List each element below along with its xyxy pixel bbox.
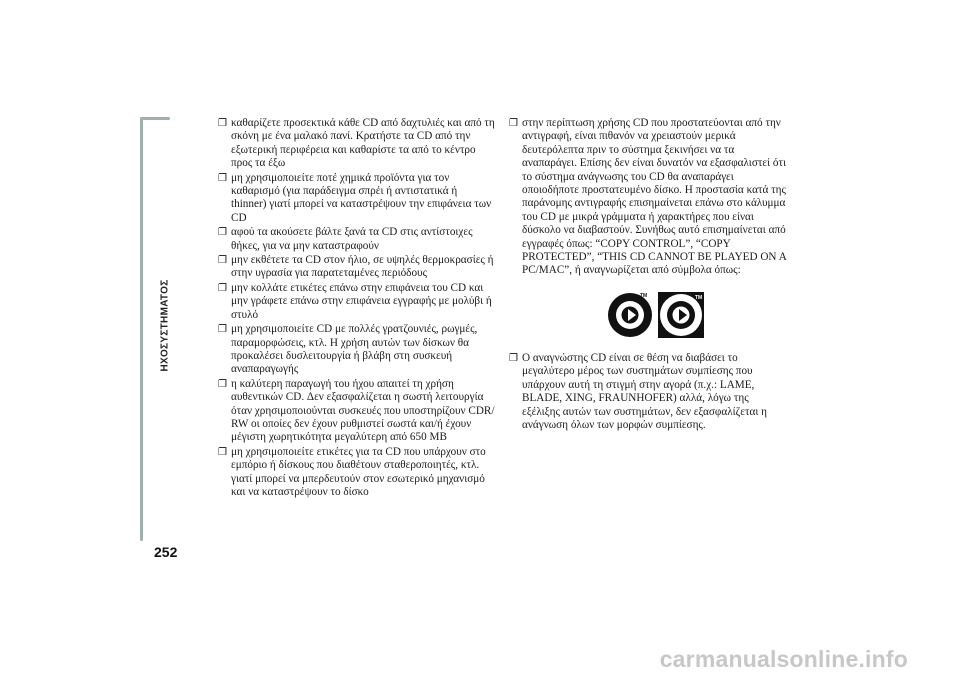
list-item-text: μην εκθέτετε τα CD στον ήλιο, σε υψηλές θερμοκρασίες ή στην υγρασία για παρατεταμένες περιόδους <box>231 254 494 280</box>
list-item <box>218 172 495 226</box>
section-tab <box>153 260 177 390</box>
list-item-text: μη χρησιμοποιείτε ετικέτες για τα CD που υπάρχουν στο εμπόριο ή δίσκους που διαθέτουν σταθεροποιητές, κτλ. γιατί μπορεί να μπερδευτούν στον εσωτερικό μηχανισμό και να καταστρέψουν το δίσκο <box>231 445 486 498</box>
checkbox-bullet-icon: ❐ <box>218 227 227 239</box>
copy-protection-symbol-icon <box>607 292 653 338</box>
list-item <box>218 446 495 500</box>
checkbox-bullet-icon: ❐ <box>218 282 227 294</box>
page-number: 252 <box>154 544 178 560</box>
checkbox-bullet-icon: ❐ <box>218 324 227 336</box>
list-item-text: μην κολλάτε ετικέτες επάνω στην επιφάνεια του CD και μην γράφετε επάνω στην επιφάνεια εγγραφής με μολύβι ή στυλό <box>231 281 492 321</box>
checkbox-bullet-icon: ❐ <box>218 172 227 184</box>
tm-mark-left: TM <box>640 292 648 299</box>
checkbox-bullet-icon: ❐ <box>218 446 227 458</box>
list-item <box>218 226 495 253</box>
checkbox-bullet-icon: ❐ <box>509 352 518 364</box>
list-item <box>509 117 789 278</box>
list-item-text: μη χρησιμοποιείτε CD με πολλές γρατζουνιές, ρωγμές, παραμορφώσεις, κτλ. Η χρήση αυτών των δίσκων θα προκαλέσει δυσλειτουργία ή βλάβη στη συσκευή αναπαραγωγής <box>231 323 478 376</box>
tm-mark-right: TM <box>695 294 703 301</box>
list-item-text: Ο αναγνώστης CD είναι σε θέση να διαβάσει το μεγαλύτερο μέρος των συστημάτων συμπίεσης που υπάρχουν αυτή τη στιγμή στην αγορά (π.χ.: LAME, BLADE, XING, FRAUNHOFER) αλλά, λόγω της εξέλιξης αυτών των συστημάτων, δεν εξασφαλίζεται η ανάγνωση όλων των μορφών συμπίεσης. <box>522 351 767 431</box>
list-item <box>218 282 495 322</box>
checkbox-bullet-icon: ❐ <box>218 255 227 267</box>
side-bar-top-decoration <box>140 117 170 120</box>
checkbox-bullet-icon: ❐ <box>218 118 227 129</box>
list-item-text: αφού τα ακούσετε βάλτε ξανά τα CD στις αντίστοιχες θήκες, για να μην καταστραφούν <box>231 226 473 252</box>
list-item <box>509 352 789 432</box>
copy-protection-symbol-inverse-icon <box>658 292 704 338</box>
checkbox-bullet-icon: ❐ <box>218 378 227 390</box>
side-bar-decoration <box>140 117 143 541</box>
copy-protection-logos <box>509 292 789 338</box>
list-item-text: μη χρησιμοποιείτε ποτέ χημικά προϊόντα για τον καθαρισμό (για παράδειγμα σπρέι ή αντιστατικά ή thinner) γιατί μπορεί να καταστρέψουν την επιφάνεια των CD <box>231 171 492 224</box>
list-item-text: η καλύτερη παραγωγή του ήχου απαιτεί τη χρήση αυθεντικών CD. Δεν εξασφαλίζεται η σωστή λειτουργία όταν χρησιμοποιούνται συσκευές που υποστηρίζουν CDR/ RW οι οποίες δεν έχουν ρυθμιστεί σωστά και/ή έχουν μέγιστη χωρητικότητα μεγαλύτερη από 650 MB <box>231 377 495 444</box>
list-item-text: στην περίπτωση χρήσης CD που προστατεύονται από την αντιγραφή, είναι πιθανόν να χρειαστούν μερικά δευτερόλεπτα πριν το σύστημα ξεκινήσει να τα αναπαράγει. Επίσης δεν είναι δυνατόν να εξασφαλιστεί ότι το σύστημα ανάγνωσης του CD θα αναπαράγει οποιοδήποτε προστατευμένο δίσκο. Η προστασία κατά της παράνομης αντιγραφής επισημαίνεται επάνω στο κάλυμμα του CD με μικρά γράμματα ή χαρακτήρες που είναι δύσκολο να διαβαστούν. Συνήθως αυτό επισημαίνεται από εγγραφές όπως: “COPY CONTROL”, “COPY PROTECTED”, “THIS CD CANNOT BE PLAYED ON A PC/MAC”, ή αναγνωρίζεται από σύμβολα όπως: <box>522 117 787 277</box>
list-item <box>218 117 495 171</box>
checkbox-bullet-icon: ❐ <box>509 118 518 129</box>
list-item <box>218 378 495 445</box>
left-column <box>218 117 495 499</box>
list-item <box>218 254 495 281</box>
list-item <box>218 323 495 377</box>
list-item-text: καθαρίζετε προσεκτικά κάθε CD από δαχτυλιές και από τη σκόνη με ένα μαλακό πανί. Κρατήστε τα CD από την εξωτερική περιφέρεια και καθαρίστε τα από το κέντρο προς τα έξω <box>231 117 495 170</box>
right-column <box>509 117 789 432</box>
section-label: ΗΧΟΣΥΣΤΗΜΑΤΟΣ <box>159 278 171 372</box>
watermark: carmanualsonline.info <box>659 646 908 672</box>
